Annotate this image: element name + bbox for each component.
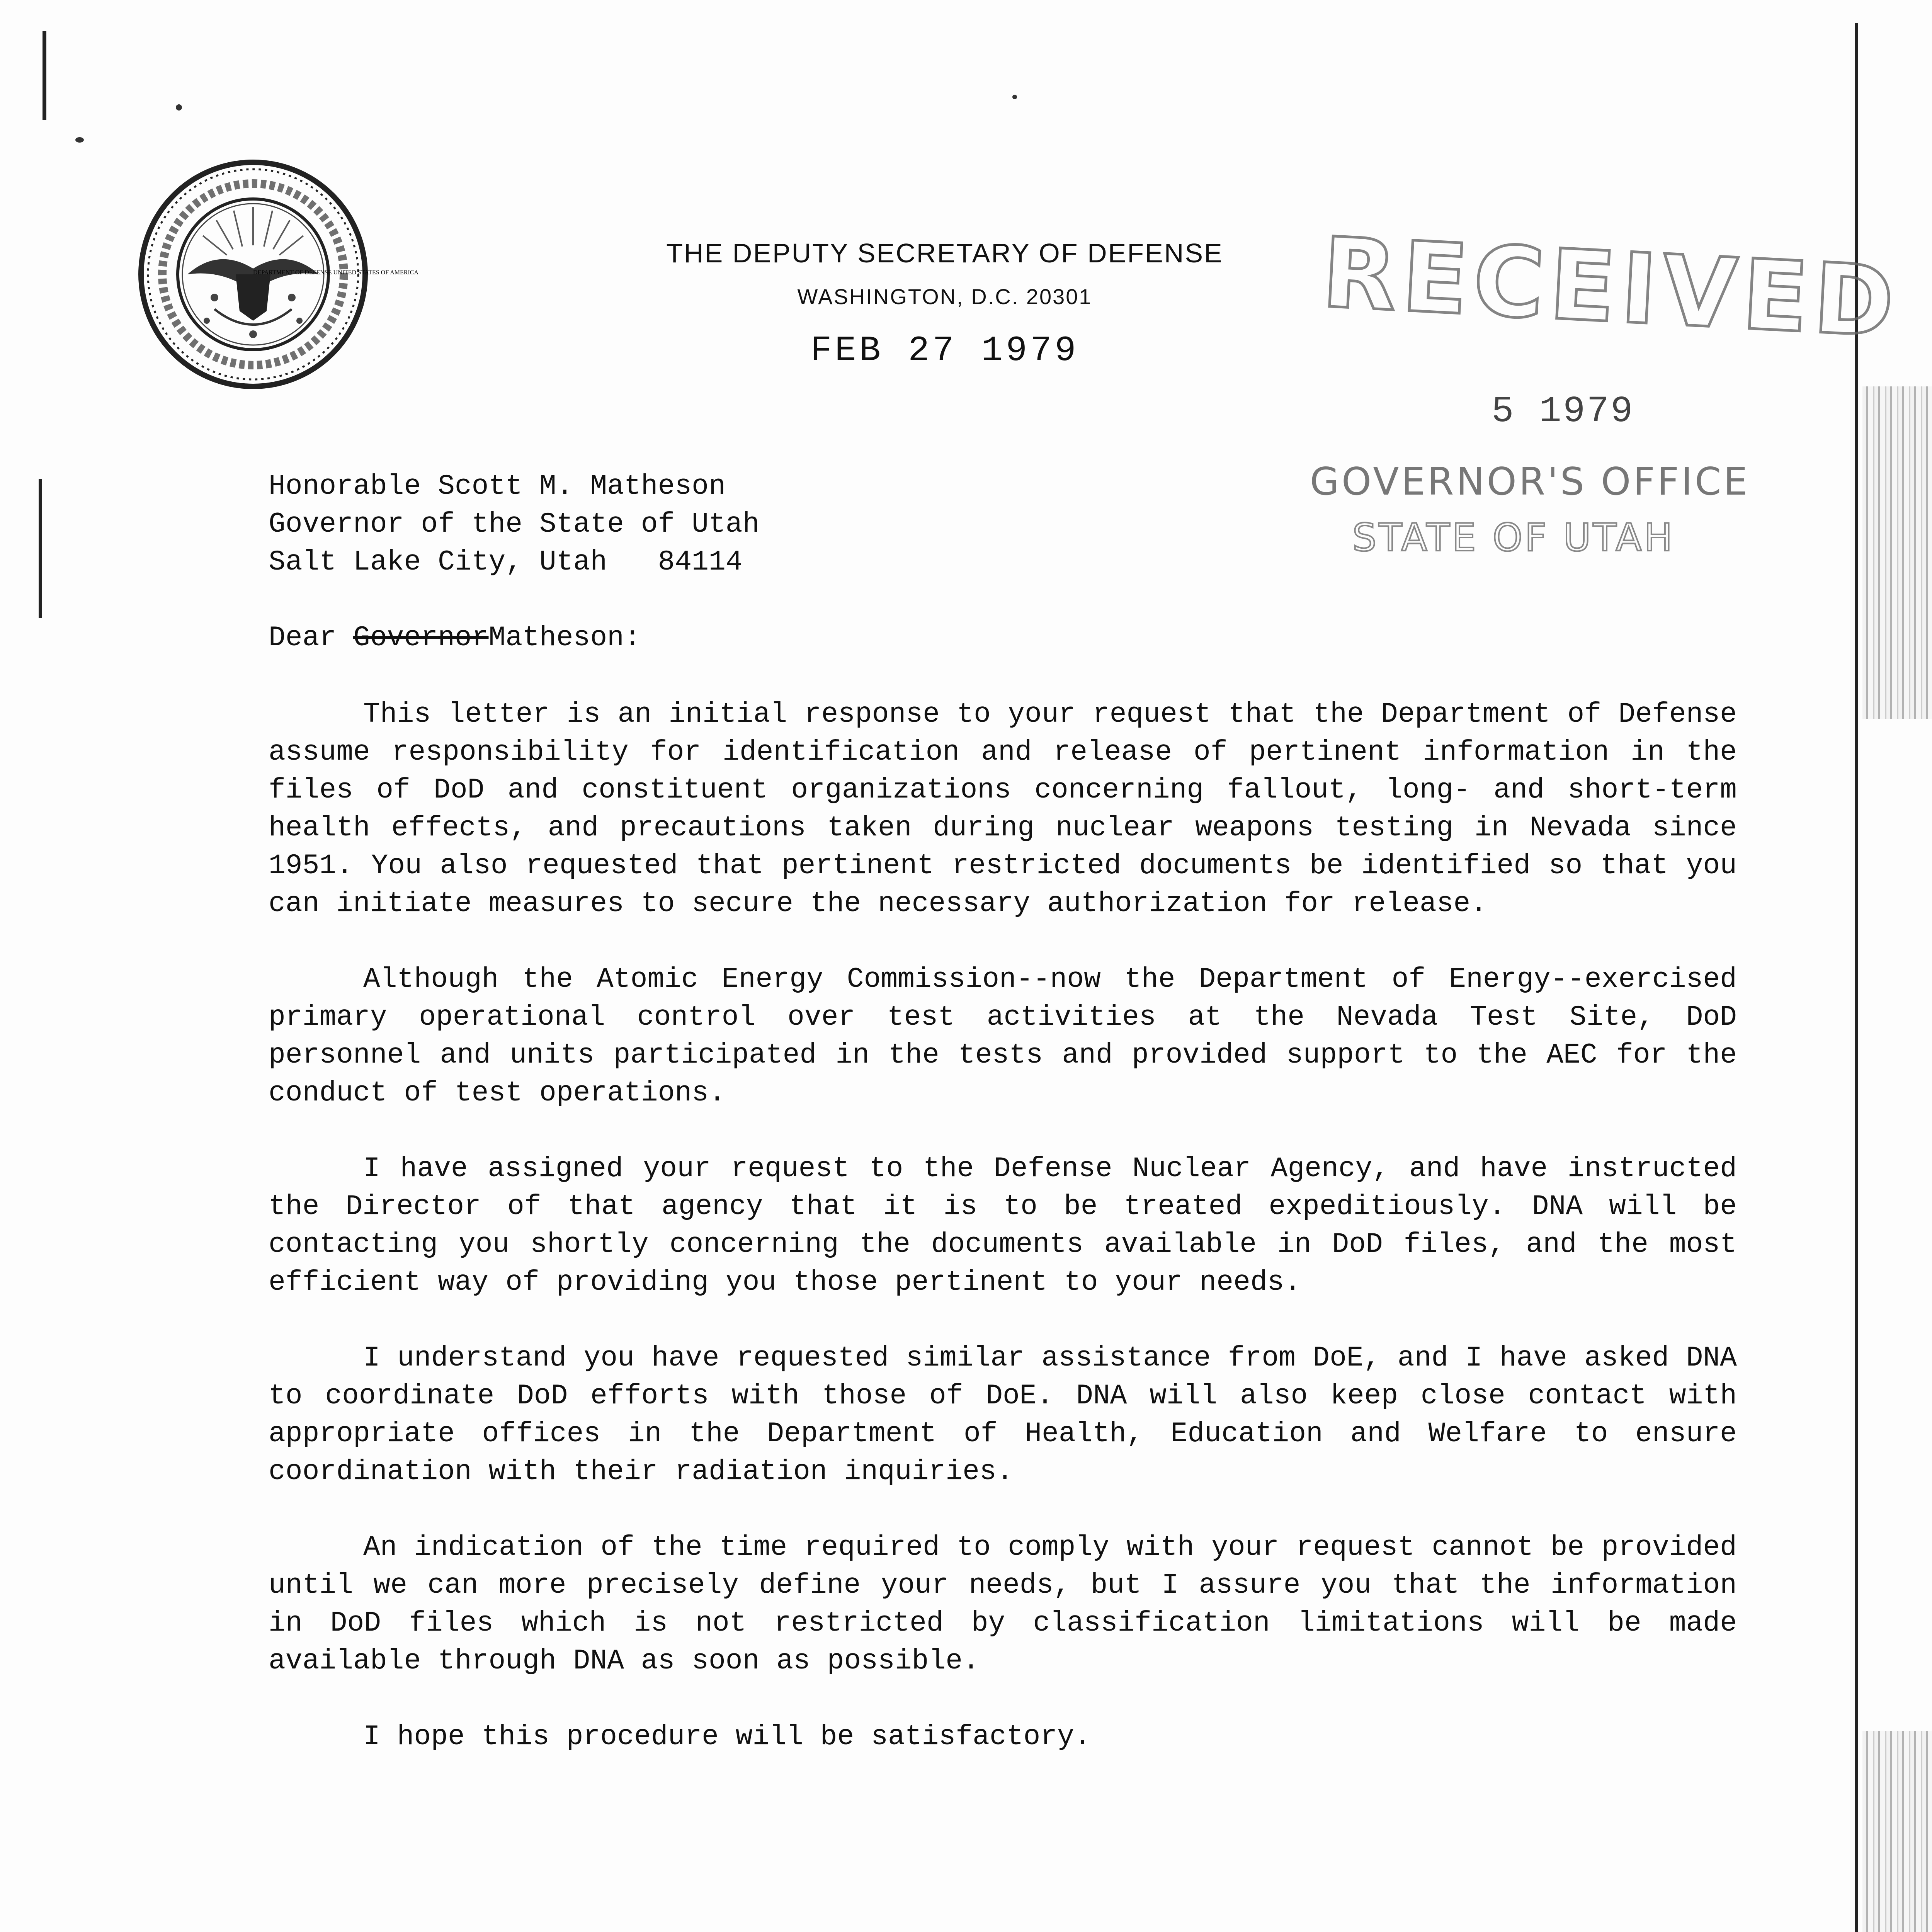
recipient-address: Salt Lake City, Utah 84114 [269,546,743,578]
dod-seal-icon [137,158,419,390]
received-stamp-date: 5 1979 [1492,390,1634,432]
letter-body [269,468,1737,1756]
body-paragraph: I have assigned your request to the Defense Nuclear Agency, and have instructed the Director of that agency that it is to be treated expeditiously. DNA will be contacting you shortly concerning the documents available in DoD files, and the most efficient way of providing you those pertinent to your needs. [269,1153,1737,1298]
salutation-lead: Dear [269,622,337,654]
received-stamp-office: GOVERNOR'S OFFICE [1310,460,1750,504]
received-stamp: RECEIVED [1319,216,1902,359]
left-scan-edge [39,479,42,618]
letterhead-title: THE DEPUTY SECRETARY OF DEFENSE [666,238,1223,268]
scan-speck [75,137,84,143]
scan-speck [176,104,182,111]
right-scan-strip [1862,1731,1932,1932]
closing-line: I hope this procedure will be satisfactory. [363,1721,1091,1753]
salutation-struck-word: Governor [353,622,489,654]
received-stamp-state: STATE OF UTAH [1352,516,1675,560]
seal-text: DEPARTMENT OF DEFENSE UNITED STATES OF AMERICA [253,269,419,276]
letterhead-city: WASHINGTON, D.C. 20301 [797,284,1092,309]
recipient-title: Governor of the State of Utah [269,508,760,540]
body-paragraph: Although the Atomic Energy Commission--now the Department of Energy--exercised primary operational control over test activities at the Nevada Test Site, DoD personnel and units participated in the tests and provided support to the AEC for the conduct of test operations. [269,963,1737,1109]
body-paragraph: This letter is an initial response to your request that the Department of Defense assume responsibility for identification and release of pertinent information in the files of DoD and constituent organizations concerning fallout, long- and short-term health effects, and precautions taken during nuclear weapons testing in Nevada since 1951. You also requested that pertinent restricted documents be identified so that you can initiate measures to secure the necessary authorization for release. [269,698,1737,920]
body-paragraph: I understand you have requested similar assistance from DoE, and I have asked DNA to coordinate DoD efforts with those of DoE. DNA will also keep close contact with appropriate offices in the Department of Health, Education and Welfare to ensure coordination with their radiation inquiries. [269,1342,1737,1488]
letter-date: FEB 27 1979 [810,330,1079,371]
right-scan-strip [1862,386,1932,719]
recipient-name: Honorable Scott M. Matheson [269,470,726,502]
salutation-name: Matheson: [488,622,641,654]
scan-speck [1012,95,1017,99]
body-paragraph: An indication of the time required to comply with your request cannot be provided until we can more precisely define your needs, but I assure you that the information in DoD files which is not restricted by classification limitations will be made available through DNA as soon as possible. [269,1531,1737,1677]
salutation [269,619,1737,657]
left-scan-edge [43,31,46,120]
